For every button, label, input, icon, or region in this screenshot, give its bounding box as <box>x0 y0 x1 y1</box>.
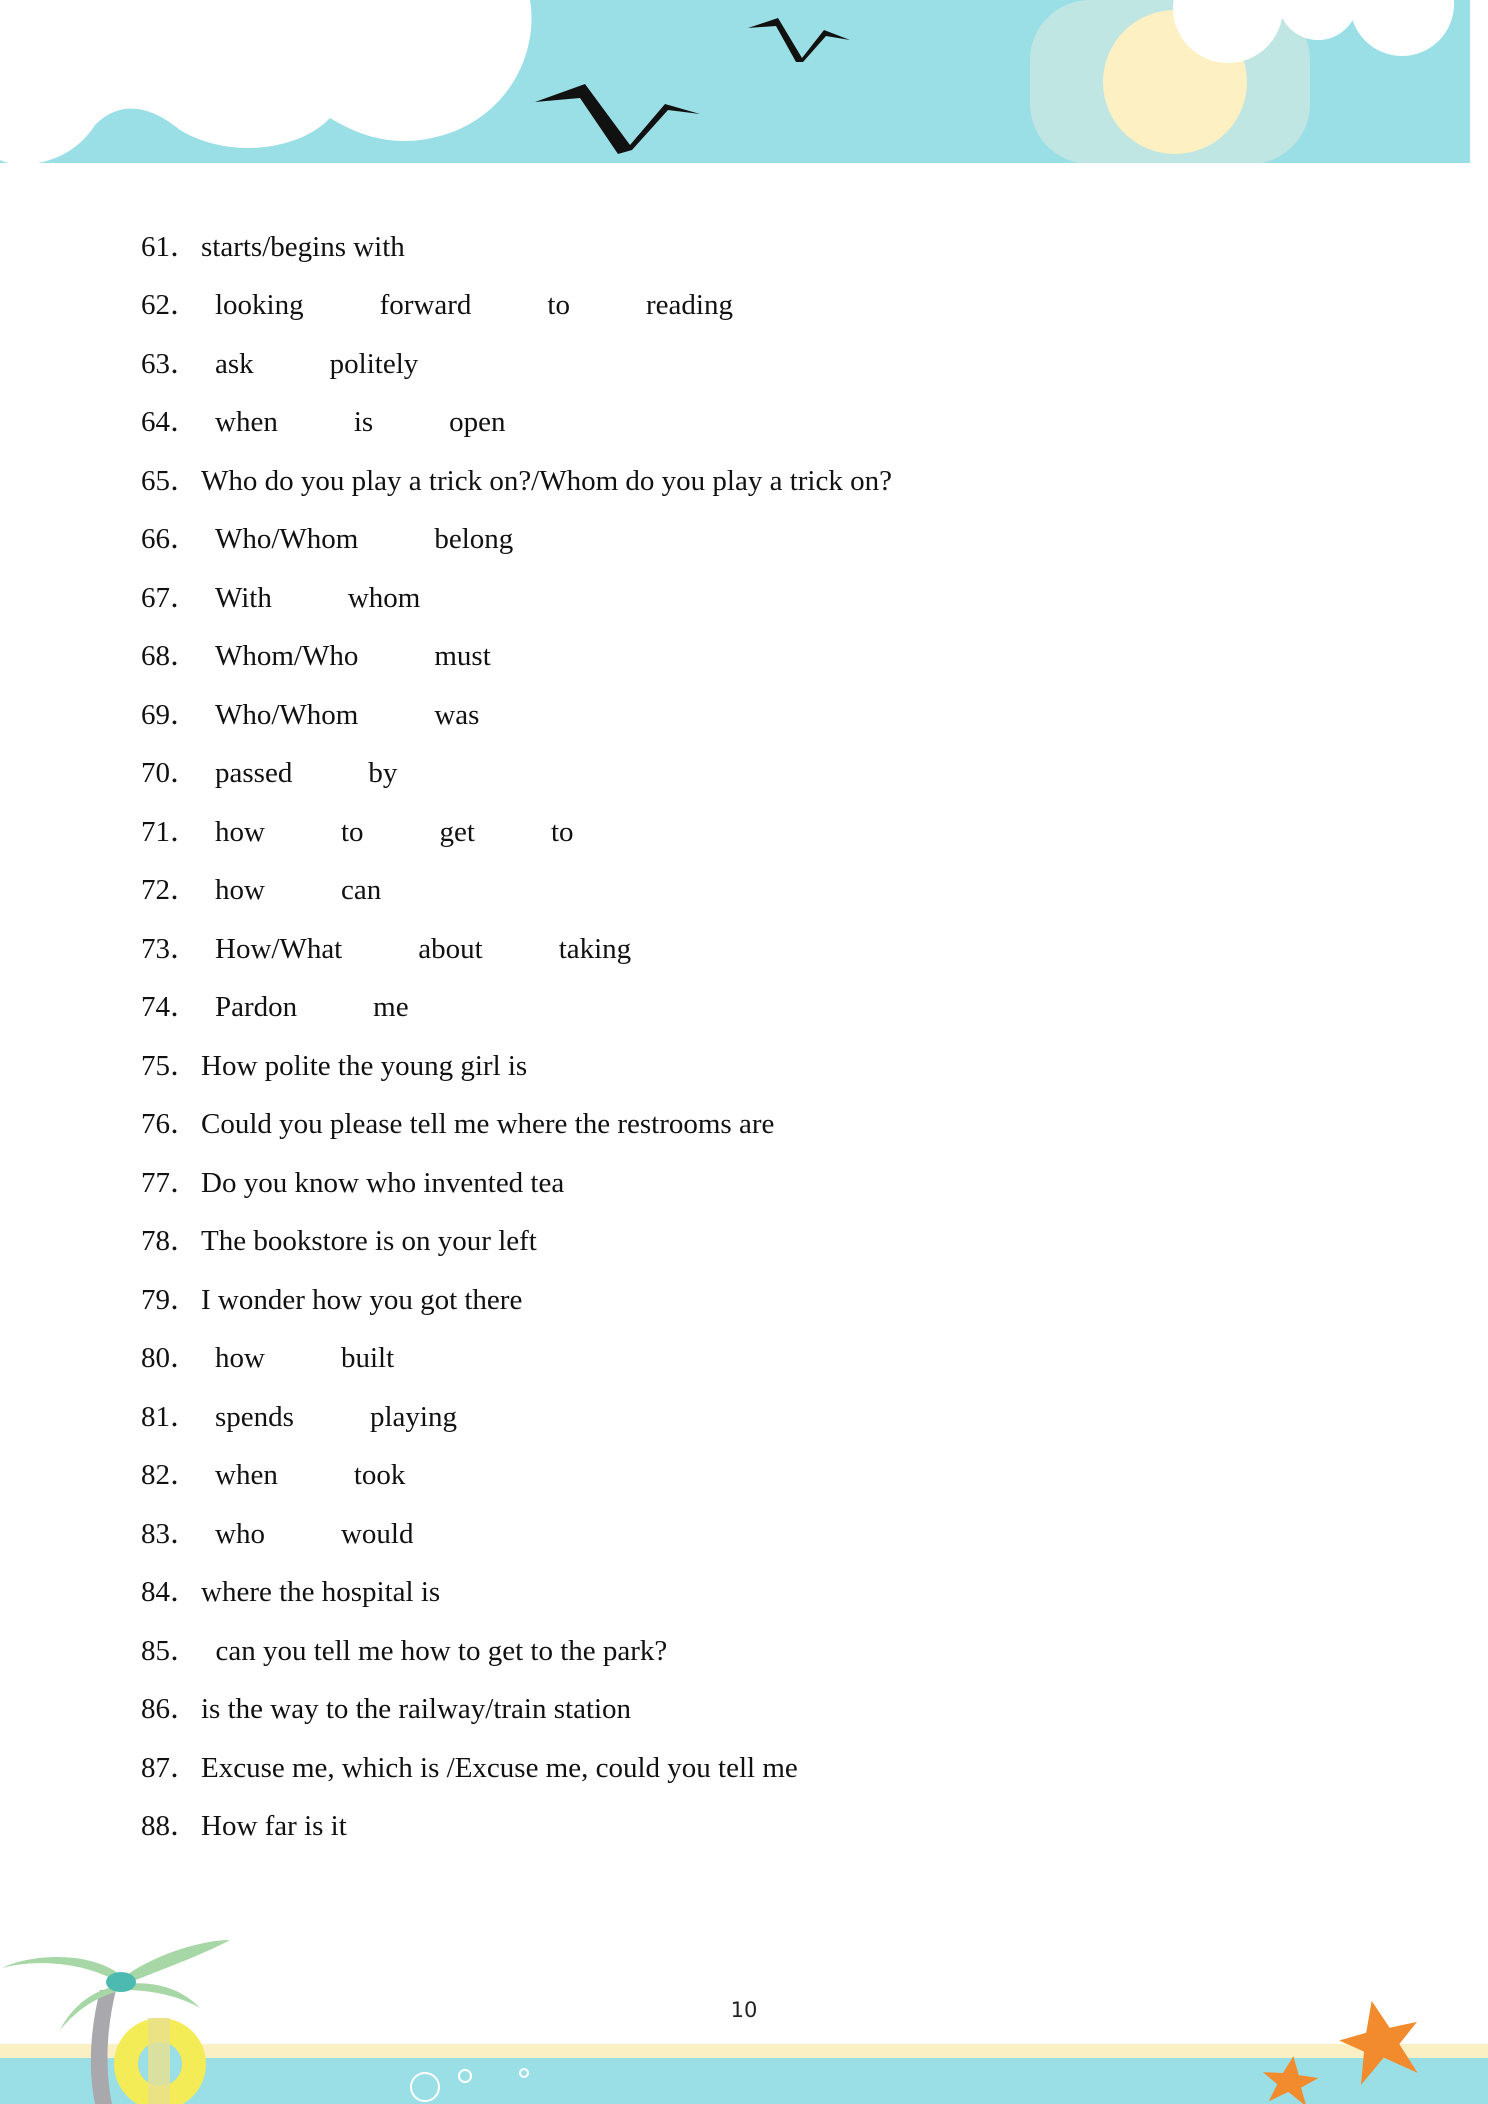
answer-number: 71． <box>141 815 200 848</box>
answer-item <box>141 803 1341 862</box>
answer-item <box>141 979 1341 1038</box>
answer-word: would <box>340 1517 414 1550</box>
answer-text <box>215 993 409 1022</box>
palm-leaf-icon <box>2 1957 122 1982</box>
sand-band <box>0 2044 1488 2058</box>
sea-band <box>0 2058 1488 2104</box>
answer-word: How/What <box>215 932 343 965</box>
answer-word: can <box>340 874 382 907</box>
answer-word: Who/Whom <box>215 523 359 556</box>
answer-text <box>215 932 632 965</box>
answer-text <box>201 1049 528 1082</box>
answer-word: With <box>215 581 272 614</box>
answer-number: 80． <box>141 1342 200 1375</box>
answer-item <box>141 569 1341 628</box>
answer-item <box>141 1096 1341 1155</box>
header-bottom-edge <box>0 163 1488 166</box>
answer-word: belong <box>434 523 514 556</box>
answer-item <box>141 452 1341 511</box>
answer-word: where the hospital is <box>201 1576 441 1609</box>
answer-word: is <box>353 406 374 439</box>
answer-text <box>215 1461 405 1490</box>
answer-item <box>141 1564 1341 1623</box>
answer-list <box>141 218 1341 1856</box>
answer-word: can you tell me how to get to the park? <box>201 1634 668 1667</box>
answer-word: passed <box>215 757 293 790</box>
answer-word: Whom/Who <box>215 640 359 673</box>
answer-word: to <box>547 289 570 322</box>
answer-word: spends <box>215 1400 294 1433</box>
answer-text <box>201 1751 798 1784</box>
answer-number: 77． <box>141 1166 200 1199</box>
answer-text <box>201 230 405 263</box>
answer-text <box>215 698 480 731</box>
answer-number: 70． <box>141 757 200 790</box>
answer-item <box>141 335 1341 394</box>
answer-word: Could you please tell me where the restrooms are <box>201 1108 775 1141</box>
answer-word: how <box>215 874 265 907</box>
answer-number: 75． <box>141 1049 200 1082</box>
answer-text <box>215 642 491 671</box>
answer-item <box>141 1739 1341 1798</box>
answer-word: was <box>434 698 480 731</box>
answer-number: 66． <box>141 523 200 556</box>
answer-number: 85． <box>141 1634 200 1667</box>
palm-leaf-icon <box>120 1940 230 1984</box>
answer-item <box>141 1213 1341 1272</box>
answer-word: by <box>368 757 398 790</box>
answer-text <box>201 1110 774 1139</box>
answer-text <box>215 1400 457 1433</box>
answer-number: 68． <box>141 640 200 673</box>
answer-word: whom <box>347 581 421 614</box>
answer-text <box>215 581 421 614</box>
answer-word: How far is it <box>201 1810 347 1843</box>
answer-number: 65． <box>141 464 200 497</box>
answer-number: 61． <box>141 230 200 263</box>
answer-item <box>141 277 1341 336</box>
answer-item <box>141 920 1341 979</box>
answer-item <box>141 1037 1341 1096</box>
answer-text <box>215 525 513 554</box>
answer-word: about <box>418 932 483 965</box>
answer-word: when <box>215 1459 278 1492</box>
answer-word: looking <box>215 289 304 322</box>
answer-text <box>215 815 574 848</box>
answer-text <box>215 408 506 437</box>
answer-word: Pardon <box>215 991 298 1024</box>
answer-item <box>141 1388 1341 1447</box>
answer-item <box>141 686 1341 745</box>
answer-number: 83． <box>141 1517 200 1550</box>
answer-item <box>141 1447 1341 1506</box>
answer-item <box>141 394 1341 453</box>
answer-text <box>215 876 381 905</box>
answer-text <box>201 1166 565 1199</box>
answer-word: starts/begins with <box>201 230 405 263</box>
answer-number: 82． <box>141 1459 200 1492</box>
answer-word: forward <box>379 289 472 322</box>
answer-word: to <box>550 815 574 848</box>
answer-number: 64． <box>141 406 200 439</box>
answer-number: 72． <box>141 874 200 907</box>
answer-number: 67． <box>141 581 200 614</box>
answer-text <box>215 291 733 320</box>
answer-word: took <box>353 1459 406 1492</box>
answer-text <box>201 1227 537 1256</box>
page-number: 10 <box>730 1998 758 2022</box>
answer-text <box>215 1344 394 1373</box>
answer-item <box>141 1681 1341 1740</box>
answer-item <box>141 628 1341 687</box>
answer-word: how <box>215 1342 265 1375</box>
answer-text <box>215 347 419 380</box>
answer-word: reading <box>645 289 733 322</box>
answer-word: taking <box>558 932 632 965</box>
answer-word: Excuse me, which is /Excuse me, could you tell me <box>201 1751 798 1784</box>
answer-word: who <box>215 1517 265 1550</box>
answer-number: 63． <box>141 347 200 380</box>
answer-text <box>201 1695 631 1724</box>
coconut-icon <box>106 1972 136 1992</box>
answer-number: 78． <box>141 1225 200 1258</box>
answer-word: I wonder how you got there <box>201 1283 523 1316</box>
answer-number: 84． <box>141 1576 200 1609</box>
answer-item <box>141 1154 1341 1213</box>
answer-word: open <box>449 406 506 439</box>
answer-word: ask <box>215 347 254 380</box>
answer-number: 81． <box>141 1400 200 1433</box>
answer-word: The bookstore is on your left <box>201 1225 537 1258</box>
answer-number: 86． <box>141 1693 200 1726</box>
answer-word: Who/Whom <box>215 698 359 731</box>
sky-header-decoration <box>0 0 1488 166</box>
answer-word: built <box>340 1342 395 1375</box>
answer-item <box>141 1505 1341 1564</box>
answer-number: 62． <box>141 289 200 322</box>
answer-item <box>141 862 1341 921</box>
answer-text <box>215 1517 414 1550</box>
answer-word: when <box>215 406 278 439</box>
answer-number: 88． <box>141 1810 200 1843</box>
answer-item <box>141 511 1341 570</box>
answer-item <box>141 1330 1341 1389</box>
answer-number: 79． <box>141 1283 200 1316</box>
answer-word: is the way to the railway/train station <box>201 1693 632 1726</box>
answer-word: me <box>373 991 409 1024</box>
answer-text <box>201 1812 347 1841</box>
answer-word: must <box>434 640 491 673</box>
answer-number: 74． <box>141 991 200 1024</box>
answer-item <box>141 1798 1341 1857</box>
answer-item <box>141 1622 1341 1681</box>
answer-item <box>141 1271 1341 1330</box>
answer-word: politely <box>329 347 419 380</box>
answer-word: How polite the young girl is <box>201 1049 528 1082</box>
answer-word: get <box>439 815 475 848</box>
beach-footer-decoration <box>0 1920 1488 2104</box>
answer-word: to <box>340 815 364 848</box>
answer-word: how <box>215 815 265 848</box>
answer-text <box>201 1634 668 1667</box>
answer-word: Who do you play a trick on?/Whom do you play a trick on? <box>201 464 892 497</box>
answer-number: 76． <box>141 1108 200 1141</box>
palm-leaf-icon <box>60 1986 122 2030</box>
answer-number: 87． <box>141 1751 200 1784</box>
answer-item <box>141 745 1341 804</box>
answer-text <box>201 1283 523 1316</box>
answer-word: playing <box>369 1400 457 1433</box>
answer-text <box>201 464 892 497</box>
answer-word: Do you know who invented tea <box>201 1166 565 1199</box>
answer-text <box>215 759 397 788</box>
answer-item <box>141 218 1341 277</box>
answer-number: 73． <box>141 932 200 965</box>
answer-number: 69． <box>141 698 200 731</box>
palm-leaf-icon <box>124 1983 200 2008</box>
answer-text <box>201 1578 440 1607</box>
